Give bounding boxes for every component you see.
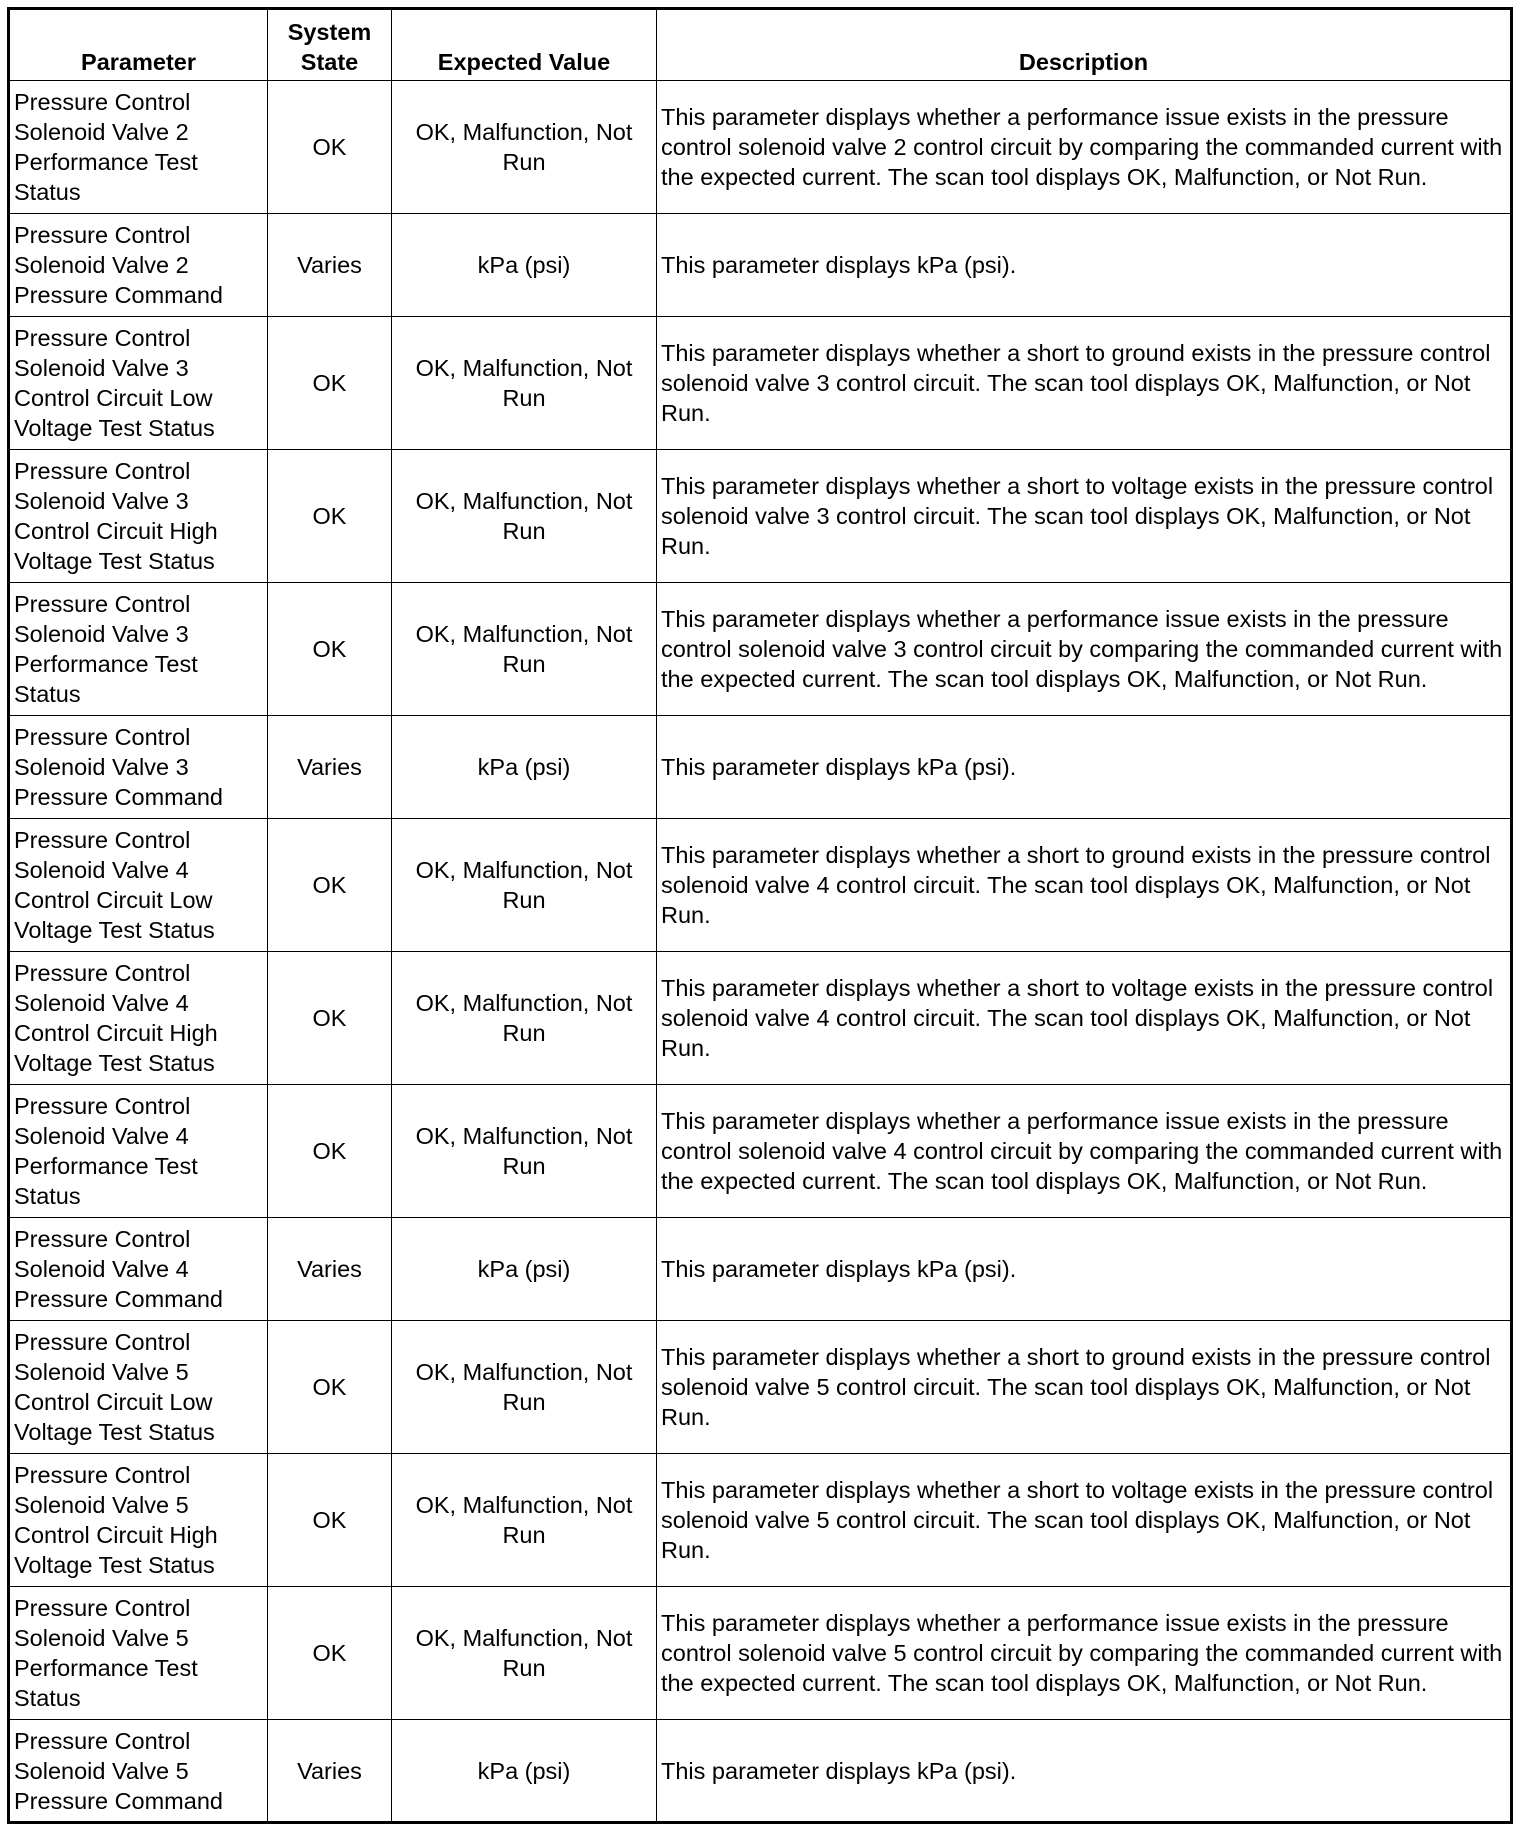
cell-parameter: Pressure Control Solenoid Valve 4 Pressure Command <box>9 1218 268 1321</box>
cell-system-state: OK <box>268 1321 392 1454</box>
header-system-state: System State <box>268 9 392 81</box>
cell-system-state: OK <box>268 1587 392 1720</box>
cell-parameter: Pressure Control Solenoid Valve 4 Control Circuit Low Voltage Test Status <box>9 819 268 952</box>
cell-parameter: Pressure Control Solenoid Valve 3 Control Circuit Low Voltage Test Status <box>9 317 268 450</box>
cell-expected-value: OK, Malfunction, Not Run <box>392 81 657 214</box>
cell-description: This parameter displays kPa (psi). <box>657 1218 1512 1321</box>
table-row <box>9 1720 1512 1823</box>
cell-description: This parameter displays whether a performance issue exists in the pressure control solenoid valve 4 control circuit by comparing the commanded current with the expected current. The scan tool displays OK, Malfunction, or Not Run. <box>657 1085 1512 1218</box>
table-row <box>9 952 1512 1085</box>
cell-description: This parameter displays whether a performance issue exists in the pressure control solenoid valve 2 control circuit by comparing the commanded current with the expected current. The scan tool displays OK, Malfunction, or Not Run. <box>657 81 1512 214</box>
cell-expected-value: kPa (psi) <box>392 1720 657 1823</box>
table-row <box>9 819 1512 952</box>
table-row <box>9 81 1512 214</box>
header-row <box>9 9 1512 81</box>
cell-expected-value: OK, Malfunction, Not Run <box>392 1454 657 1587</box>
cell-expected-value: OK, Malfunction, Not Run <box>392 317 657 450</box>
cell-description: This parameter displays whether a performance issue exists in the pressure control solenoid valve 3 control circuit by comparing the commanded current with the expected current. The scan tool displays OK, Malfunction, or Not Run. <box>657 583 1512 716</box>
cell-description: This parameter displays whether a short to ground exists in the pressure control solenoid valve 3 control circuit. The scan tool displays OK, Malfunction, or Not Run. <box>657 317 1512 450</box>
cell-parameter: Pressure Control Solenoid Valve 3 Performance Test Status <box>9 583 268 716</box>
cell-description: This parameter displays whether a short to ground exists in the pressure control solenoid valve 5 control circuit. The scan tool displays OK, Malfunction, or Not Run. <box>657 1321 1512 1454</box>
table-row <box>9 1454 1512 1587</box>
cell-description: This parameter displays whether a performance issue exists in the pressure control solenoid valve 5 control circuit by comparing the commanded current with the expected current. The scan tool displays OK, Malfunction, or Not Run. <box>657 1587 1512 1720</box>
cell-system-state: OK <box>268 450 392 583</box>
cell-system-state: OK <box>268 81 392 214</box>
cell-system-state: OK <box>268 819 392 952</box>
cell-system-state: OK <box>268 952 392 1085</box>
cell-system-state: Varies <box>268 1218 392 1321</box>
table-row <box>9 317 1512 450</box>
header-description: Description <box>657 9 1512 81</box>
cell-parameter: Pressure Control Solenoid Valve 5 Control Circuit Low Voltage Test Status <box>9 1321 268 1454</box>
cell-description: This parameter displays whether a short to voltage exists in the pressure control solenoid valve 3 control circuit. The scan tool displays OK, Malfunction, or Not Run. <box>657 450 1512 583</box>
cell-system-state: Varies <box>268 214 392 317</box>
cell-expected-value: kPa (psi) <box>392 214 657 317</box>
table-row <box>9 1321 1512 1454</box>
cell-description: This parameter displays whether a short to voltage exists in the pressure control solenoid valve 5 control circuit. The scan tool displays OK, Malfunction, or Not Run. <box>657 1454 1512 1587</box>
cell-system-state: Varies <box>268 1720 392 1823</box>
cell-parameter: Pressure Control Solenoid Valve 5 Pressure Command <box>9 1720 268 1823</box>
cell-description: This parameter displays kPa (psi). <box>657 716 1512 819</box>
cell-expected-value: kPa (psi) <box>392 716 657 819</box>
cell-parameter: Pressure Control Solenoid Valve 4 Performance Test Status <box>9 1085 268 1218</box>
cell-description: This parameter displays kPa (psi). <box>657 1720 1512 1823</box>
cell-expected-value: OK, Malfunction, Not Run <box>392 450 657 583</box>
table-row <box>9 1587 1512 1720</box>
table-row <box>9 214 1512 317</box>
cell-description: This parameter displays whether a short to voltage exists in the pressure control solenoid valve 4 control circuit. The scan tool displays OK, Malfunction, or Not Run. <box>657 952 1512 1085</box>
table-row <box>9 1218 1512 1321</box>
cell-parameter: Pressure Control Solenoid Valve 2 Performance Test Status <box>9 81 268 214</box>
cell-parameter: Pressure Control Solenoid Valve 4 Control Circuit High Voltage Test Status <box>9 952 268 1085</box>
cell-expected-value: OK, Malfunction, Not Run <box>392 1085 657 1218</box>
cell-system-state: OK <box>268 317 392 450</box>
cell-expected-value: OK, Malfunction, Not Run <box>392 819 657 952</box>
cell-parameter: Pressure Control Solenoid Valve 2 Pressure Command <box>9 214 268 317</box>
parameter-table <box>7 7 1513 1824</box>
cell-parameter: Pressure Control Solenoid Valve 5 Control Circuit High Voltage Test Status <box>9 1454 268 1587</box>
cell-system-state: OK <box>268 583 392 716</box>
table-row <box>9 1085 1512 1218</box>
cell-parameter: Pressure Control Solenoid Valve 3 Control Circuit High Voltage Test Status <box>9 450 268 583</box>
table-row <box>9 583 1512 716</box>
header-expected-value: Expected Value <box>392 9 657 81</box>
cell-parameter: Pressure Control Solenoid Valve 5 Performance Test Status <box>9 1587 268 1720</box>
cell-expected-value: OK, Malfunction, Not Run <box>392 1587 657 1720</box>
cell-description: This parameter displays kPa (psi). <box>657 214 1512 317</box>
cell-system-state: OK <box>268 1085 392 1218</box>
cell-expected-value: OK, Malfunction, Not Run <box>392 583 657 716</box>
cell-system-state: OK <box>268 1454 392 1587</box>
cell-system-state: Varies <box>268 716 392 819</box>
cell-expected-value: OK, Malfunction, Not Run <box>392 1321 657 1454</box>
table-row <box>9 716 1512 819</box>
header-parameter: Parameter <box>9 9 268 81</box>
table-row <box>9 450 1512 583</box>
cell-parameter: Pressure Control Solenoid Valve 3 Pressure Command <box>9 716 268 819</box>
cell-description: This parameter displays whether a short to ground exists in the pressure control solenoid valve 4 control circuit. The scan tool displays OK, Malfunction, or Not Run. <box>657 819 1512 952</box>
cell-expected-value: kPa (psi) <box>392 1218 657 1321</box>
cell-expected-value: OK, Malfunction, Not Run <box>392 952 657 1085</box>
